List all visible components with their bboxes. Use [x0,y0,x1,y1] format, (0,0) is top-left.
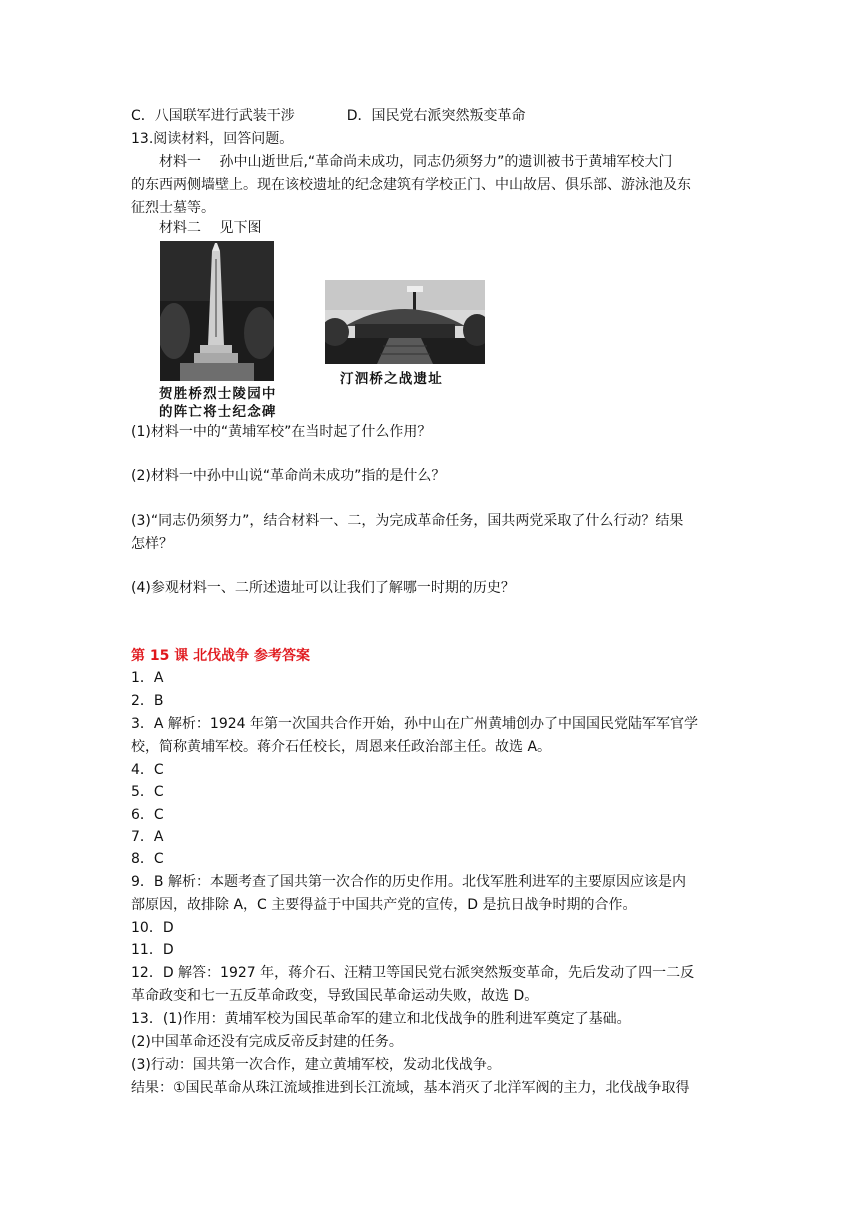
battle-site-caption: 汀泗桥之战遗址 [340,371,443,387]
option-d: D．国民党右派突然叛变革命 [346,108,526,124]
material2-label: 材料二 见下图 [159,220,262,236]
answer-12-line2: 革命政变和七一五反革命政变，导致国民革命运动失败，故选 D。 [131,988,539,1004]
answer-1: 1．A [131,670,164,686]
answer-13-part2: (2)中国革命还没有完成反帝反封建的任务。 [131,1034,403,1050]
answer-3-line1: 3．A 解析：1924 年第一次国共合作开始，孙中山在广州黄埔创办了中国国民党陆军军官学 [131,716,699,732]
material1-line2: 的东西两侧墙壁上。现在该校遗址的纪念建筑有学校正门、中山故居、俱乐部、游泳池及东 [131,177,691,193]
q13-header: 13.阅读材料，回答问题。 [131,131,294,147]
answer-5: 5．C [131,784,164,800]
sub-question-3-line2: 怎样？ [131,536,173,552]
options-row [131,106,526,126]
answer-2: 2．B [131,693,164,709]
sub-question-1: (1)材料一中的“黄埔军校”在当时起了什么作用？ [131,424,432,440]
answer-8: 8．C [131,851,164,867]
memorial-photo [160,241,274,381]
answer-6: 6．C [131,807,164,823]
material1-line1: 材料一 孙中山逝世后,“革命尚未成功，同志仍须努力”的遗训被书于黄埔军校大门 [159,154,673,170]
answer-9-line2: 部原因，故排除 A，C 主要得益于中国共产党的宣传，D 是抗日战争时期的合作。 [131,897,637,913]
sub-question-3-line1: (3)“同志仍须努力”，结合材料一、二，为完成革命任务，国共两党采取了什么行动？结果 [131,513,684,529]
sub-question-2: (2)材料一中孙中山说“革命尚未成功”指的是什么？ [131,468,446,484]
answer-9-line1: 9．B 解析：本题考查了国共第一次合作的历史作用。北伐军胜利进军的主要原因应该是内 [131,874,686,890]
answer-13-part1: 13．(1)作用：黄埔军校为国民革命军的建立和北伐战争的胜利进军奠定了基础。 [131,1011,631,1027]
answer-3-line2: 校，简称黄埔军校。蒋介石任校长，周恩来任政治部主任。故选 A。 [131,739,552,755]
memorial-caption-line1: 贺胜桥烈士陵园中 [159,386,277,402]
option-c: C．八国联军进行武装干涉 [131,108,295,124]
sub-question-4: (4)参观材料一、二所述遗址可以让我们了解哪一时期的历史？ [131,580,515,596]
answer-10: 10．D [131,920,174,936]
answer-12-line1: 12．D 解答：1927 年，蒋介石、汪精卫等国民党右派突然叛变革命，先后发动了四一二反 [131,965,695,981]
answer-11: 11．D [131,942,174,958]
answer-13-result: 结果：①国民革命从珠江流域推进到长江流域，基本消灭了北洋军阀的主力，北伐战争取得 [131,1080,690,1096]
answer-4: 4．C [131,762,164,778]
memorial-caption-line2: 的阵亡将士纪念碑 [159,404,277,420]
battle-site-photo [325,280,485,364]
answer-7: 7．A [131,829,164,845]
material1-line3: 征烈士墓等。 [131,200,215,216]
answers-title: 第 15 课 北伐战争 参考答案 [131,648,310,664]
answer-13-part3: (3)行动：国共第一次合作，建立黄埔军校，发动北伐战争。 [131,1057,501,1073]
